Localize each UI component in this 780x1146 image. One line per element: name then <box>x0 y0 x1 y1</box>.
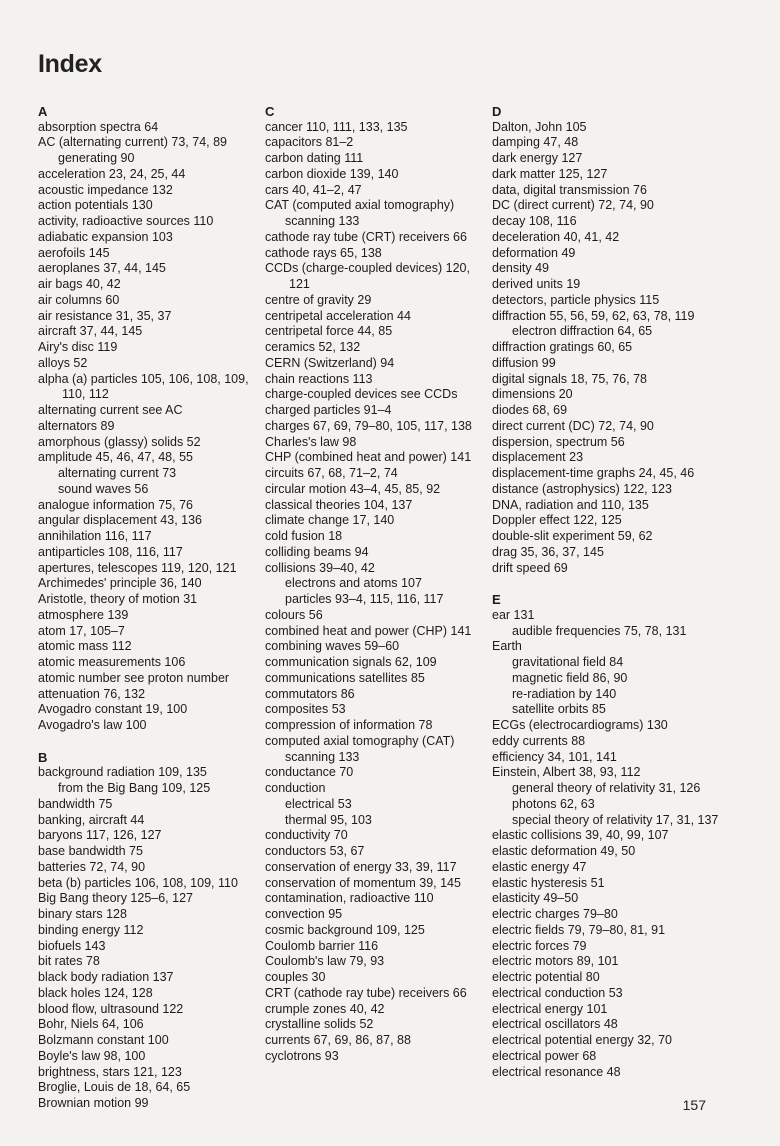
index-entry: conductors 53, 67 <box>265 844 365 859</box>
index-entry: combined heat and power (CHP) 141 <box>265 623 472 638</box>
index-entry: conductivity 70 <box>265 828 348 843</box>
index-entry: Doppler effect 122, 125 <box>492 513 622 528</box>
index-entry: Charles's law 98 <box>265 434 357 449</box>
index-entry: aerofoils 145 <box>38 245 110 260</box>
index-entry: computed axial tomography (CAT) <box>265 733 455 748</box>
index-subentry: re-radiation by 140 <box>512 686 617 701</box>
index-entry: eddy currents 88 <box>492 733 586 748</box>
index-entry: cancer 110, 111, 133, 135 <box>265 119 408 134</box>
index-entry: Boyle's law 98, 100 <box>38 1048 146 1063</box>
index-subentry: electrons and atoms 107 <box>285 576 422 591</box>
index-entry: amplitude 45, 46, 47, 48, 55 <box>38 450 193 465</box>
index-entry: DC (direct current) 72, 74, 90 <box>492 198 654 213</box>
index-subentry: electrical 53 <box>285 796 352 811</box>
index-entry: ECGs (electrocardiograms) 130 <box>492 718 668 733</box>
index-entry: Bohr, Niels 64, 106 <box>38 1017 144 1032</box>
index-entry: attenuation 76, 132 <box>38 686 146 701</box>
section-spacer <box>492 576 732 592</box>
index-entry: acceleration 23, 24, 25, 44 <box>38 166 186 181</box>
index-entry: couples 30 <box>265 970 326 985</box>
index-entry: atomic mass 112 <box>38 639 132 654</box>
index-entry: alternating current see AC <box>38 403 183 418</box>
index-entry: displacement-time graphs 24, 45, 46 <box>492 466 695 481</box>
index-entry: alloys 52 <box>38 355 88 370</box>
index-entry: carbon dating 111 <box>265 151 364 166</box>
index-entry: DNA, radiation and 110, 135 <box>492 497 649 512</box>
index-entry: crystalline solids 52 <box>265 1017 374 1032</box>
index-entry: centripetal acceleration 44 <box>265 308 411 323</box>
index-entry: direct current (DC) 72, 74, 90 <box>492 418 654 433</box>
index-entry: classical theories 104, 137 <box>265 497 413 512</box>
index-entry: air columns 60 <box>38 292 120 307</box>
index-entry: drift speed 69 <box>492 560 568 575</box>
index-column-1 <box>38 104 260 1112</box>
index-entry: centre of gravity 29 <box>265 292 372 307</box>
index-entry: electric motors 89, 101 <box>492 954 619 969</box>
index-entry: baryons 117, 126, 127 <box>38 828 162 843</box>
index-entry: blood flow, ultrasound 122 <box>38 1001 184 1016</box>
index-entry: Earth <box>492 639 522 654</box>
index-subentry: satellite orbits 85 <box>512 702 606 717</box>
index-entry: Archimedes' principle 36, 140 <box>38 576 202 591</box>
index-entry: alpha (a) particles 105, 106, 108, 109, 110, 112 <box>38 371 249 402</box>
index-entry: cosmic background 109, 125 <box>265 922 425 937</box>
index-entry: derived units 19 <box>492 277 581 292</box>
index-subentry: general theory of relativity 31, 126 <box>512 781 701 796</box>
index-entry: electric charges 79–80 <box>492 907 618 922</box>
index-entry: Avogadro's law 100 <box>38 718 147 733</box>
index-entry: dark matter 125, 127 <box>492 166 608 181</box>
index-subentry: generating 90 <box>58 151 135 166</box>
index-entry: bit rates 78 <box>38 954 100 969</box>
index-entry: apertures, telescopes 119, 120, 121 <box>38 560 237 575</box>
index-entry: deceleration 40, 41, 42 <box>492 229 620 244</box>
index-entry: circular motion 43–4, 45, 85, 92 <box>265 481 441 496</box>
index-entry: brightness, stars 121, 123 <box>38 1064 182 1079</box>
index-entry: combining waves 59–60 <box>265 639 400 654</box>
index-entry: cathode ray tube (CRT) receivers 66 <box>265 229 467 244</box>
page-number: 157 <box>682 1097 706 1113</box>
index-entry: centripetal force 44, 85 <box>265 324 393 339</box>
index-entry: conservation of energy 33, 39, 117 <box>265 859 457 874</box>
index-entry: cold fusion 18 <box>265 529 343 544</box>
index-entry: activity, radioactive sources 110 <box>38 214 214 229</box>
index-subentry: alternating current 73 <box>58 466 177 481</box>
index-entry: Big Bang theory 125–6, 127 <box>38 891 193 906</box>
index-entry: data, digital transmission 76 <box>492 182 647 197</box>
index-entry: elastic energy 47 <box>492 859 587 874</box>
index-entry: cyclotrons 93 <box>265 1048 339 1063</box>
index-subentry: scanning 133 <box>285 749 360 764</box>
index-entry: binary stars 128 <box>38 907 127 922</box>
index-entry: diffraction gratings 60, 65 <box>492 340 633 355</box>
index-entry: charge-coupled devices see CCDs <box>265 387 458 402</box>
index-entry: batteries 72, 74, 90 <box>38 859 146 874</box>
index-entry: antiparticles 108, 116, 117 <box>38 544 183 559</box>
index-entry: communication signals 62, 109 <box>265 655 437 670</box>
index-entry: decay 108, 116 <box>492 214 577 229</box>
index-entry: CHP (combined heat and power) 141 <box>265 450 472 465</box>
index-entry: climate change 17, 140 <box>265 513 395 528</box>
index-entry: Einstein, Albert 38, 93, 112 <box>492 765 641 780</box>
index-entry: analogue information 75, 76 <box>38 497 193 512</box>
index-entry: elastic deformation 49, 50 <box>492 844 636 859</box>
index-entry: acoustic impedance 132 <box>38 182 173 197</box>
index-entry: Broglie, Louis de 18, 64, 65 <box>38 1080 191 1095</box>
index-entry: damping 47, 48 <box>492 135 579 150</box>
index-entry: convection 95 <box>265 907 343 922</box>
index-entry: CAT (computed axial tomography) <box>265 198 455 213</box>
index-entry: electrical oscillators 48 <box>492 1017 618 1032</box>
index-entry: charged particles 91–4 <box>265 403 392 418</box>
index-entry: Aristotle, theory of motion 31 <box>38 592 198 607</box>
index-entry: action potentials 130 <box>38 198 153 213</box>
index-entry: elastic hysteresis 51 <box>492 875 605 890</box>
index-subentry: gravitational field 84 <box>512 655 624 670</box>
index-entry: charges 67, 69, 79–80, 105, 117, 138 <box>265 418 472 433</box>
index-entry: absorption spectra 64 <box>38 119 159 134</box>
index-entry: conduction <box>265 781 326 796</box>
index-entry: chain reactions 113 <box>265 371 373 386</box>
index-subentry: particles 93–4, 115, 116, 117 <box>285 592 444 607</box>
index-entry: electric forces 79 <box>492 938 587 953</box>
index-section-letter: C <box>265 104 275 119</box>
index-subentry: scanning 133 <box>285 214 360 229</box>
index-entry: alternators 89 <box>38 418 115 433</box>
index-entry: beta (b) particles 106, 108, 109, 110 <box>38 875 238 890</box>
index-entry: electrical conduction 53 <box>492 985 623 1000</box>
index-entry: double-slit experiment 59, 62 <box>492 529 653 544</box>
index-entry: ear 131 <box>492 607 535 622</box>
index-section-letter: E <box>492 592 501 608</box>
index-entry: Coulomb barrier 116 <box>265 938 379 953</box>
index-entry: distance (astrophysics) 122, 123 <box>492 481 672 496</box>
index-entry: colours 56 <box>265 607 323 622</box>
index-entry: carbon dioxide 139, 140 <box>265 166 399 181</box>
index-entry: CRT (cathode ray tube) receivers 66 <box>265 985 467 1000</box>
index-section-letter: A <box>38 104 48 119</box>
index-subentry: thermal 95, 103 <box>285 812 372 827</box>
index-entry: Avogadro constant 19, 100 <box>38 702 188 717</box>
section-spacer <box>38 734 260 750</box>
index-entry: digital signals 18, 75, 76, 78 <box>492 371 647 386</box>
index-entry: electric fields 79, 79–80, 81, 91 <box>492 922 666 937</box>
index-entry: Coulomb's law 79, 93 <box>265 954 385 969</box>
index-entry: CCDs (charge-coupled devices) 120, 121 <box>265 261 470 292</box>
index-entry: capacitors 81–2 <box>265 135 354 150</box>
index-column-3 <box>492 104 732 1080</box>
index-subentry: special theory of relativity 17, 31, 137 <box>512 812 719 827</box>
index-entry: diffusion 99 <box>492 355 556 370</box>
index-entry: electrical energy 101 <box>492 1001 608 1016</box>
index-entry: electrical resonance 48 <box>492 1064 621 1079</box>
index-entry: displacement 23 <box>492 450 584 465</box>
index-entry: CERN (Switzerland) 94 <box>265 355 395 370</box>
index-column-2 <box>265 104 487 1065</box>
index-entry: AC (alternating current) 73, 74, 89 <box>38 135 227 150</box>
index-entry: density 49 <box>492 261 549 276</box>
index-entry: adiabatic expansion 103 <box>38 229 173 244</box>
page-title: Index <box>38 50 102 78</box>
index-entry: aeroplanes 37, 44, 145 <box>38 261 166 276</box>
index-entry: diodes 68, 69 <box>492 403 568 418</box>
index-entry: ceramics 52, 132 <box>265 340 361 355</box>
index-entry: background radiation 109, 135 <box>38 765 207 780</box>
index-entry: conductance 70 <box>265 765 354 780</box>
index-entry: dimensions 20 <box>492 387 573 402</box>
index-entry: Bolzmann constant 100 <box>38 1033 169 1048</box>
index-entry: currents 67, 69, 86, 87, 88 <box>265 1033 411 1048</box>
index-entry: contamination, radioactive 110 <box>265 891 434 906</box>
index-section-letter: D <box>492 104 502 119</box>
index-entry: Airy's disc 119 <box>38 340 118 355</box>
index-entry: detectors, particle physics 115 <box>492 292 660 307</box>
index-entry: atmosphere 139 <box>38 607 129 622</box>
index-entry: binding energy 112 <box>38 922 144 937</box>
index-entry: cathode rays 65, 138 <box>265 245 382 260</box>
index-entry: air resistance 31, 35, 37 <box>38 308 172 323</box>
index-entry: elasticity 49–50 <box>492 891 579 906</box>
index-entry: air bags 40, 42 <box>38 277 121 292</box>
index-entry: amorphous (glassy) solids 52 <box>38 434 201 449</box>
index-entry: elastic collisions 39, 40, 99, 107 <box>492 828 669 843</box>
index-entry: biofuels 143 <box>38 938 106 953</box>
index-entry: annihilation 116, 117 <box>38 529 152 544</box>
index-entry: dark energy 127 <box>492 151 583 166</box>
index-entry: compression of information 78 <box>265 718 433 733</box>
index-entry: electric potential 80 <box>492 970 600 985</box>
index-entry: communications satellites 85 <box>265 670 425 685</box>
index-subentry: sound waves 56 <box>58 481 149 496</box>
index-entry: cars 40, 41–2, 47 <box>265 182 362 197</box>
index-entry: conservation of momentum 39, 145 <box>265 875 461 890</box>
index-entry: electrical power 68 <box>492 1048 597 1063</box>
index-entry: atomic measurements 106 <box>38 655 186 670</box>
index-subentry: photons 62, 63 <box>512 796 595 811</box>
index-entry: drag 35, 36, 37, 145 <box>492 544 604 559</box>
index-entry: dispersion, spectrum 56 <box>492 434 625 449</box>
index-entry: electrical potential energy 32, 70 <box>492 1033 672 1048</box>
index-subentry: audible frequencies 75, 78, 131 <box>512 623 687 638</box>
index-entry: black holes 124, 128 <box>38 985 153 1000</box>
index-entry: commutators 86 <box>265 686 355 701</box>
index-entry: deformation 49 <box>492 245 576 260</box>
index-entry: composites 53 <box>265 702 346 717</box>
index-entry: Brownian motion 99 <box>38 1096 149 1111</box>
index-entry: collisions 39–40, 42 <box>265 560 375 575</box>
index-entry: circuits 67, 68, 71–2, 74 <box>265 466 398 481</box>
index-entry: aircraft 37, 44, 145 <box>38 324 143 339</box>
index-entry: bandwidth 75 <box>38 796 113 811</box>
index-entry: diffraction 55, 56, 59, 62, 63, 78, 119 <box>492 308 695 323</box>
index-entry: atomic number see proton number <box>38 670 230 685</box>
index-entry: black body radiation 137 <box>38 970 174 985</box>
index-section-letter: B <box>38 749 48 765</box>
index-subentry: from the Big Bang 109, 125 <box>58 781 211 796</box>
index-entry: efficiency 34, 101, 141 <box>492 749 617 764</box>
index-entry: base bandwidth 75 <box>38 844 143 859</box>
index-entry: crumple zones 40, 42 <box>265 1001 385 1016</box>
index-entry: colliding beams 94 <box>265 544 369 559</box>
index-entry: banking, aircraft 44 <box>38 812 145 827</box>
index-subentry: electron diffraction 64, 65 <box>512 324 653 339</box>
index-subentry: magnetic field 86, 90 <box>512 670 628 685</box>
index-entry: angular displacement 43, 136 <box>38 513 203 528</box>
index-entry: atom 17, 105–7 <box>38 623 125 638</box>
index-entry: Dalton, John 105 <box>492 119 587 134</box>
